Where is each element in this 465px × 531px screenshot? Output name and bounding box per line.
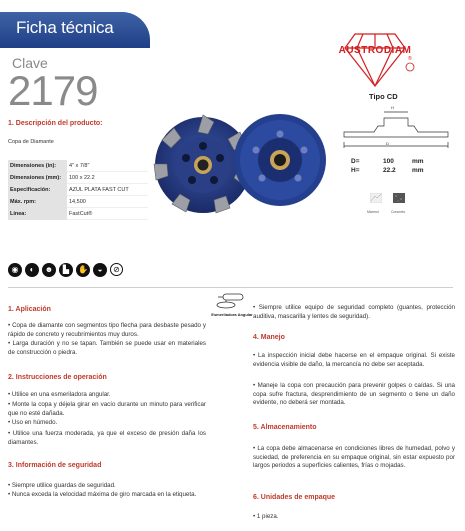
aplicacion-heading: 1. Aplicación <box>8 306 51 313</box>
seguridad-item: • Siempre utilice guardas de seguridad. <box>8 482 116 489</box>
d-label: D= <box>351 158 360 165</box>
spec-value: 14,500 <box>67 196 148 208</box>
h-value: 22.2 <box>383 167 396 174</box>
registered-mark: ® <box>408 56 412 62</box>
spec-row <box>8 196 148 208</box>
h-label: H= <box>351 167 360 174</box>
spec-value: AZUL PLATA FAST CUT <box>67 184 148 196</box>
cup-wheel-back-image <box>232 112 328 208</box>
boots-icon: ▙ <box>59 263 73 277</box>
spec-key: Máx. rpm: <box>8 196 67 208</box>
spec-value: FastCut® <box>67 208 148 220</box>
cup-profile-diagram <box>340 104 452 152</box>
h-unit: mm <box>412 167 424 174</box>
seguridad-extra-item: • Siempre utilice equipo de seguridad completo (guantes, protección auditiva, mascarilla y lentes de seguridad). <box>253 304 455 320</box>
divider <box>8 287 453 288</box>
brand-name: AUSTRODIAM <box>338 45 412 56</box>
spec-row <box>8 208 148 220</box>
face-shield-icon: ☻ <box>42 263 56 277</box>
marmol-icon <box>370 193 382 203</box>
diagram-d-mark: D <box>386 141 389 146</box>
marmol-label: Mármol <box>367 210 379 214</box>
spec-key: Especificación: <box>8 184 67 196</box>
seguridad-item: • Nunca exceda la velocidad máxima de giro marcada en la etiqueta. <box>8 491 197 498</box>
spec-key: Dimensiones (mm): <box>8 172 67 184</box>
seguridad-heading: 3. Información de seguridad <box>8 462 102 469</box>
product-description: Copa de Diamante <box>8 139 54 145</box>
instrucciones-item: • Utilice una fuerza moderada, ya que el exceso de presión daña los diamantes. <box>8 430 206 446</box>
manejo-heading: 4. Manejo <box>253 334 285 341</box>
aplicacion-item: • Larga duración y no se tapan. También se puede usar en materiales de construcción o piedra. <box>8 340 206 356</box>
spec-value: 4" x 7/8" <box>67 160 148 172</box>
product-code: 2179 <box>8 67 98 114</box>
d-value: 100 <box>383 158 394 165</box>
gloves-icon: ✋ <box>76 263 90 277</box>
spec-row <box>8 160 148 172</box>
unidades-heading: 6. Unidades de empaque <box>253 494 336 501</box>
page-title: Ficha técnica <box>16 18 114 37</box>
grinder-label: Esmeriladora Angular <box>211 312 253 317</box>
diagram-h-mark: H <box>391 105 394 110</box>
almacenamiento-item: • La copa debe almacenarse en condiciones libres de humedad, polvo y suciedad, de preferencia en su empaque original, sin estar expuesto por largos periodos a superficies calientes, frías o mojadas. <box>253 445 455 470</box>
goggles-icon: ◉ <box>8 263 22 277</box>
instrucciones-item: • Utilice en una esmeriladora angular. <box>8 391 111 398</box>
spec-row <box>8 172 148 184</box>
d-unit: mm <box>412 158 424 165</box>
unidades-item: • 1 pieza. <box>253 513 279 520</box>
spec-table <box>8 160 148 220</box>
spec-key: Dimensiones (in): <box>8 160 67 172</box>
spec-key: Línea: <box>8 208 67 220</box>
no-children-icon: ⊘ <box>110 263 123 276</box>
instrucciones-heading: 2. Instrucciones de operación <box>8 374 107 381</box>
clave-label: Clave <box>12 55 48 71</box>
manejo-item: • La inspección inicial debe hacerse en el empaque original. Si existe evidencia visible de daño, la mercancía no debe ser aceptada. <box>253 352 455 368</box>
section-description-heading: 1. Descripción del producto: <box>8 120 103 127</box>
almacenamiento-heading: 5. Almacenamiento <box>253 424 317 431</box>
aplicacion-item: • Copa de diamante con segmentos tipo flecha para desbaste pesado y rápido de concreto y recubrimientos muy duros. <box>8 322 206 338</box>
ear-protection-icon: ◐ <box>25 263 39 277</box>
spec-row <box>8 184 148 196</box>
mask-icon: ◒ <box>93 263 107 277</box>
concreto-label: Concreto <box>391 210 406 214</box>
spec-value: 100 x 22.2 <box>67 172 148 184</box>
instrucciones-item: • Uso en húmedo. <box>8 419 58 426</box>
concreto-icon <box>393 193 405 203</box>
instrucciones-item: • Monte la copa y déjela girar en vacío durante un minuto para verificar que no esté dañada. <box>8 401 206 417</box>
manejo-item: • Maneje la copa con precaución para prevenir golpes o caídas. Si una copa sufre fractura, desprendimiento de un segmento o tiene un daño evidente, no deberá ser montada. <box>253 382 455 407</box>
tipo-label: Tipo CD <box>369 92 398 101</box>
